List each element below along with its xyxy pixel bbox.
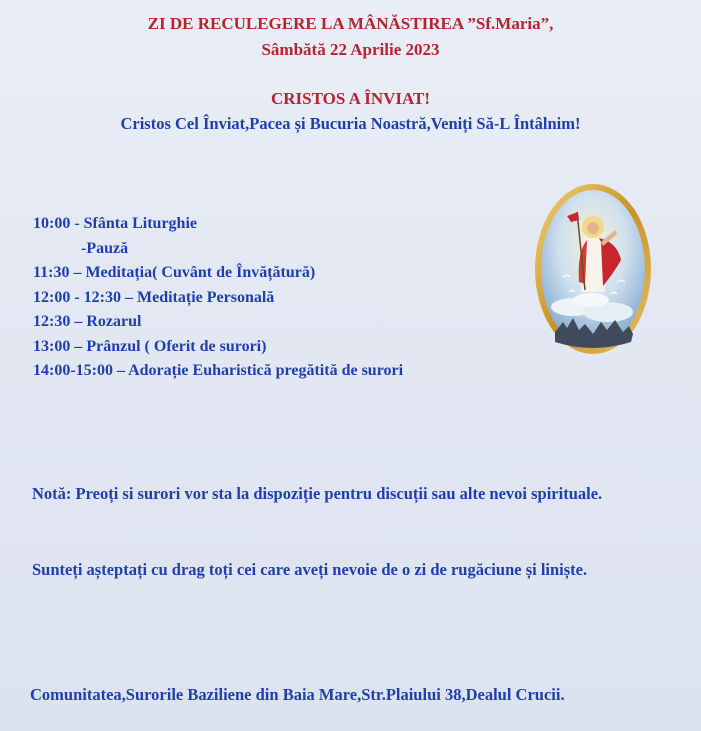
title-line-2: Sâmbătă 22 Aprilie 2023 <box>261 40 440 59</box>
invitation-paragraph: Sunteți așteptați cu drag toți cei care aveți nevoie de o zi de rugăciune și liniște. <box>32 560 588 579</box>
schedule-item: 14:00-15:00 – Adorație Euharistică pregătită de surori <box>33 362 404 379</box>
schedule-item: 12:00 - 12:30 – Meditație Personală <box>33 288 275 306</box>
easter-subtitle: Cristos Cel Înviat,Pacea și Bucuria Noastră,Veniți Să-L Întâlnim! <box>120 114 581 133</box>
title-line-1: ZI DE RECULEGERE LA MÂNĂSTIREA ”Sf.Maria”, <box>147 14 554 33</box>
schedule-item: -Pauză <box>81 239 129 257</box>
schedule-item: 12:30 – Rozarul <box>33 313 142 330</box>
easter-headline: CRISTOS A ÎNVIAT! <box>270 89 431 108</box>
resurrection-icon <box>533 182 653 357</box>
schedule-item: 13:00 – Prânzul ( Oferit de surori) <box>33 337 267 355</box>
schedule-list <box>33 212 403 384</box>
footer-address: Comunitatea,Surorile Baziliene din Baia Mare,Str.Plaiului 38,Dealul Crucii. <box>30 685 565 704</box>
schedule-item: 11:30 – Meditația( Cuvânt de Învățătură) <box>33 264 316 281</box>
schedule-item: 10:00 - Sfânta Liturghie <box>33 215 197 232</box>
note-paragraph: Notă: Preoți si surori vor sta la dispoziție pentru discuții sau alte nevoi spirituale. <box>32 484 603 503</box>
